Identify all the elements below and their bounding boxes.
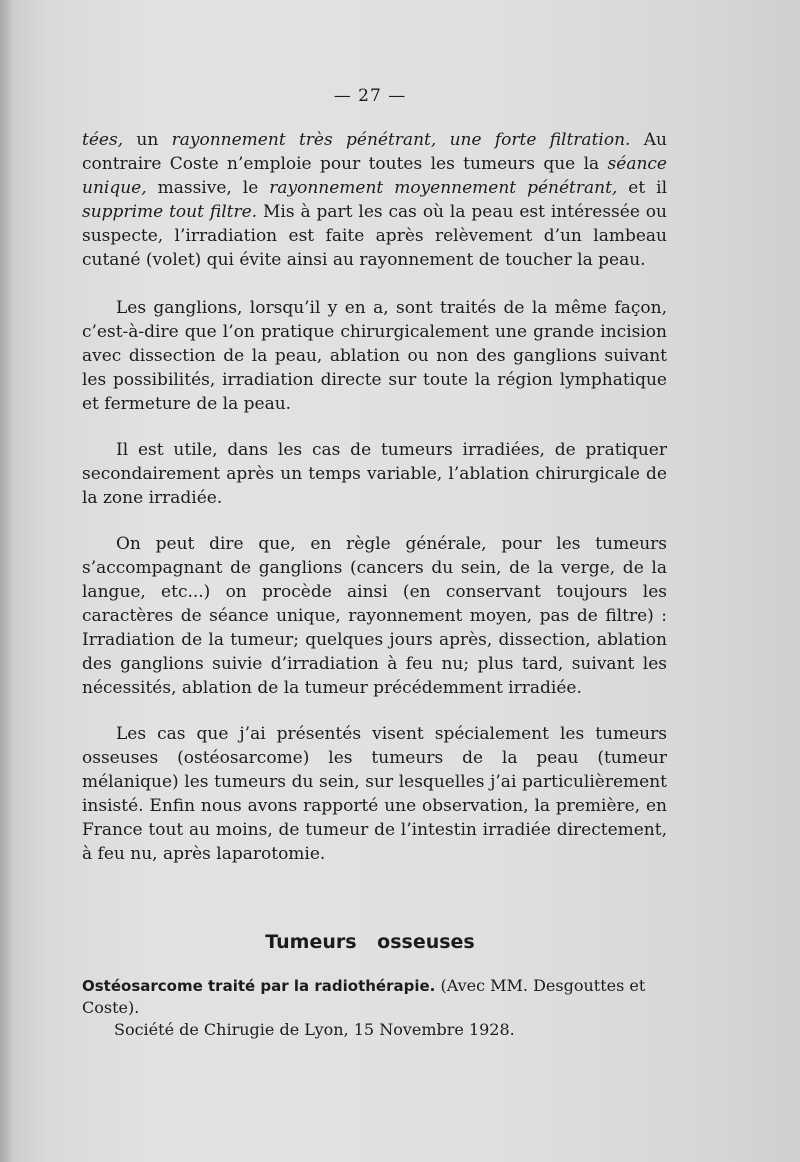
italic-fragment: séance unique,	[82, 154, 667, 198]
text-fragment: et il	[617, 178, 668, 198]
italic-fragment: supprime tout filtre.	[82, 202, 258, 222]
paragraph-1	[82, 128, 667, 272]
reference-authors: (Avec MM. Desgouttes et Coste).	[82, 976, 646, 1017]
text-fragment: Au contraire Coste n’emploie pour toutes les tumeurs que la	[82, 130, 667, 174]
italic-fragment: tées,	[82, 130, 124, 150]
italic-fragment: rayonnement très pénétrant, une forte filtration.	[171, 130, 631, 150]
reference-title: Ostéosarcome traité par la radiothérapie.	[82, 977, 436, 995]
reference-entry	[82, 975, 672, 1041]
paragraph-4: On peut dire que, en règle générale, pour les tumeurs s’accompagnant de ganglions (cancers du sein, de la verge, de la langue, etc...) on procède ainsi (en conservant toujours les caractères de séance unique, rayonnement moyen, pas de filtre) : Irradiation de la tumeur; quelques jours après, dissection, ablation des ganglions suivie d’irradiation à feu nu; plus tard, suivant les nécessités, ablation de la tumeur précédemment irradiée.	[82, 534, 667, 698]
paragraph-5: Les cas que j’ai présentés visent spécialement les tumeurs osseuses (ostéosarcome) les tumeurs de la peau (tumeur mélanique) les tumeurs du sein, sur lesquelles j’ai particulièrement insisté. Enfin nous avons rapporté une observation, la première, en France tout au moins, de tumeur de l’intestin irradiée directement, à feu nu, après laparotomie.	[82, 724, 667, 864]
paragraph-3: Il est utile, dans les cas de tumeurs irradiées, de pratiquer secondairement après un temps variable, l’ablation chirurgicale de la zone irradiée.	[82, 440, 667, 508]
text-fragment: un	[123, 130, 172, 150]
italic-fragment: rayonnement moyennement pénétrant,	[269, 178, 618, 198]
page-number: — 27 —	[333, 86, 407, 106]
paragraph-2: Les ganglions, lorsqu’il y en a, sont traités de la même façon, c’est-à-dire que l’on pratique chirurgicalement une grande incision avec dissection de la peau, ablation ou non des ganglions suivant les possibilités, irradiation directe sur toute la région lymphatique et fermeture de la peau.	[82, 298, 667, 414]
text-fragment: massive, le	[146, 178, 270, 198]
text-fragment: Mis à part les cas où la peau est intéressée ou suspecte, l’irradiation est faite après relèvement d’un lambeau cutané (volet) qui évite ainsi au rayonnement de toucher la peau.	[82, 202, 667, 270]
body-text	[82, 128, 667, 888]
section-heading: Tumeurs osseuses	[265, 931, 475, 953]
reference-line-1	[82, 975, 672, 1019]
reference-source: Société de Chirugie de Lyon, 15 Novembre 1928.	[114, 1020, 515, 1039]
